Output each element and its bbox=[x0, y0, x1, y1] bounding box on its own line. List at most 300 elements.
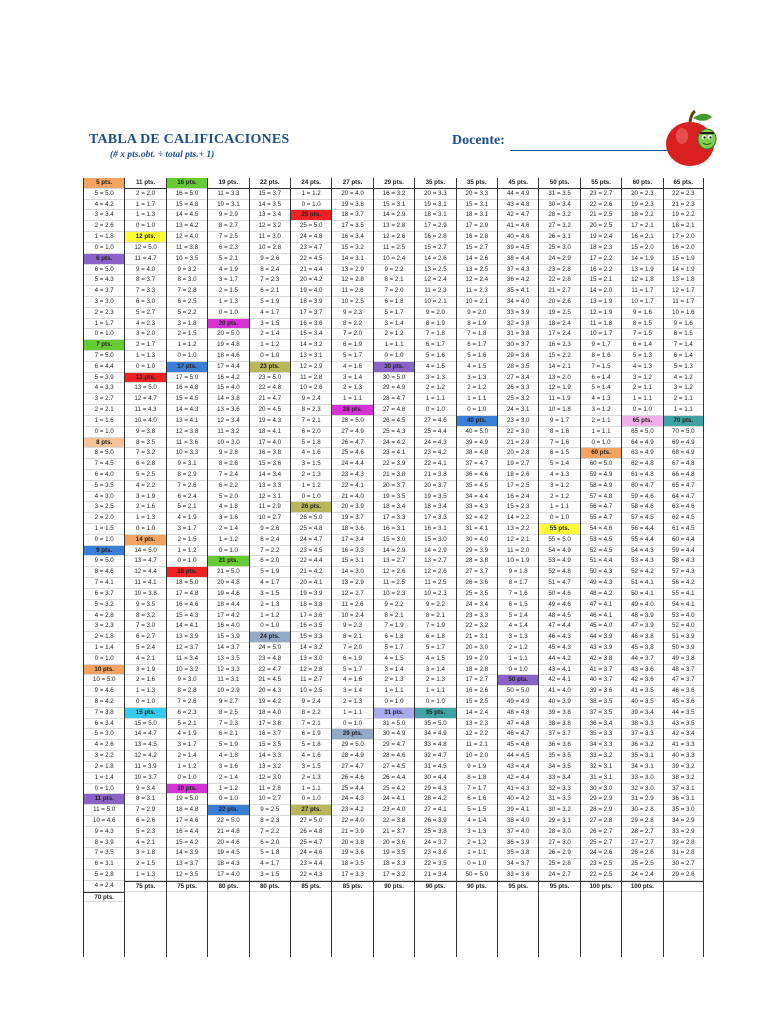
points-header-cell: 27 pts. bbox=[291, 805, 331, 816]
grade-cell: 5 = 1.4 bbox=[498, 611, 538, 622]
grade-cell: 14 = 2.4 bbox=[457, 708, 497, 719]
grade-cell: 14 = 2.9 bbox=[374, 210, 414, 221]
grade-cell: 17 = 4.6 bbox=[167, 816, 207, 827]
points-header-cell: 15 pts. bbox=[125, 708, 165, 719]
grade-cell: 17 = 4.0 bbox=[208, 870, 248, 881]
grade-cell: 4 = 2.8 bbox=[84, 611, 124, 622]
grade-cell: 19 = 2.3 bbox=[622, 200, 662, 211]
points-header-cell: 60 pts. bbox=[581, 448, 621, 459]
grade-cell: 1 = 1.1 bbox=[332, 394, 372, 405]
grade-cell: 8 = 2.4 bbox=[250, 265, 290, 276]
grade-cell: 14 = 2.2 bbox=[498, 513, 538, 524]
grade-cell: 11 = 2.8 bbox=[250, 784, 290, 795]
grade-cell: 30 = 3.2 bbox=[539, 805, 579, 816]
grade-cell: 27 = 4.1 bbox=[415, 805, 455, 816]
grade-cell: 0 = 1.0 bbox=[208, 794, 248, 805]
grade-cell: 45 = 3.8 bbox=[622, 643, 662, 654]
grade-cell: 33 = 3.6 bbox=[498, 870, 538, 881]
grade-cell: 3 = 2.2 bbox=[84, 751, 124, 762]
grade-cell: 6 = 1.7 bbox=[415, 340, 455, 351]
grade-cell: 28 = 4.2 bbox=[415, 794, 455, 805]
grade-cell: 6 = 2.3 bbox=[167, 708, 207, 719]
grade-cell: 11 = 1.7 bbox=[664, 297, 703, 308]
grade-cell: 8 = 3.2 bbox=[125, 611, 165, 622]
grade-cell: 13 = 3.0 bbox=[291, 654, 331, 665]
grade-cell: 2 = 2.0 bbox=[125, 189, 165, 200]
grade-cell: 8 = 1.5 bbox=[664, 329, 703, 340]
docente-name-line[interactable] bbox=[510, 150, 680, 151]
grade-cell: 33 = 3.4 bbox=[539, 773, 579, 784]
grade-cell: 4 = 1.6 bbox=[291, 448, 331, 459]
grade-cell: 0 = 1.0 bbox=[125, 697, 165, 708]
grade-cell: 25 = 3.2 bbox=[498, 394, 538, 405]
grade-cell: 0 = 1.0 bbox=[622, 405, 662, 416]
grade-cell: 3 = 1.3 bbox=[457, 373, 497, 384]
grade-cell: 18 = 4.1 bbox=[250, 427, 290, 438]
grade-cell: 33 = 4.8 bbox=[415, 740, 455, 751]
grade-cell: 7 = 1.5 bbox=[622, 329, 662, 340]
grade-cell: 27 = 4.6 bbox=[415, 416, 455, 427]
grade-cell: 2 = 1.2 bbox=[498, 643, 538, 654]
grade-cell: 8 = 3.1 bbox=[125, 794, 165, 805]
grade-cell: 10 = 2.4 bbox=[332, 611, 372, 622]
grade-cell: 4 = 3.0 bbox=[84, 492, 124, 503]
grade-cell: 23 = 4.8 bbox=[250, 654, 290, 665]
grade-cell: 12 = 2.8 bbox=[332, 275, 372, 286]
grade-cell: 30 = 3.0 bbox=[581, 784, 621, 795]
grade-cell: 5 = 1.7 bbox=[415, 643, 455, 654]
grade-cell: 18 = 2.1 bbox=[664, 221, 703, 232]
grade-cell: 0 = 1.0 bbox=[539, 513, 579, 524]
grade-cell: 6 = 2.2 bbox=[208, 481, 248, 492]
grade-cell: 17 = 3.8 bbox=[250, 719, 290, 730]
grade-cell: 5 = 2.5 bbox=[125, 470, 165, 481]
grade-cell: 5 = 1.6 bbox=[415, 351, 455, 362]
grade-cell: 1 = 1.2 bbox=[167, 762, 207, 773]
grade-cell: 9 = 1.7 bbox=[581, 340, 621, 351]
grade-cell: 16 = 3.3 bbox=[332, 546, 372, 557]
grade-cell: 10 = 1.7 bbox=[622, 297, 662, 308]
grade-cell: 14 = 3.0 bbox=[332, 567, 372, 578]
grade-cell: 12 = 4.4 bbox=[125, 567, 165, 578]
grade-cell: 53 = 4.5 bbox=[581, 535, 621, 546]
grade-cell: 24 = 5.0 bbox=[250, 643, 290, 654]
column-footer: 90 pts. bbox=[457, 881, 497, 892]
grade-cell: 18 = 2.2 bbox=[622, 210, 662, 221]
grade-cell: 20 = 4.3 bbox=[250, 686, 290, 697]
grade-cell: 2 = 1.3 bbox=[291, 773, 331, 784]
grade-cell: 1 = 1.2 bbox=[208, 535, 248, 546]
grade-cell: 7 = 2.6 bbox=[167, 481, 207, 492]
grade-cell: 9 = 3.0 bbox=[167, 675, 207, 686]
grade-cell: 14 = 4.1 bbox=[167, 621, 207, 632]
grade-cell: 50 = 4.6 bbox=[539, 589, 579, 600]
grade-cell: 13 = 2.9 bbox=[332, 265, 372, 276]
column-header: 55 pts. bbox=[581, 178, 621, 189]
grade-cell: 41 = 4.3 bbox=[498, 784, 538, 795]
grade-cell: 39 = 4.1 bbox=[498, 805, 538, 816]
grade-cell: 1 = 1.5 bbox=[84, 524, 124, 535]
grade-cell: 53 = 4.0 bbox=[664, 611, 703, 622]
grade-cell: 21 = 3.8 bbox=[374, 470, 414, 481]
grade-cell: 4 = 3.3 bbox=[84, 383, 124, 394]
grade-cell: 19 = 2.7 bbox=[498, 459, 538, 470]
grade-cell: 12 = 1.8 bbox=[622, 275, 662, 286]
grade-cell: 28 = 5.0 bbox=[332, 416, 372, 427]
grade-cell: 56 = 4.2 bbox=[664, 578, 703, 589]
grade-cell: 26 = 3.3 bbox=[498, 383, 538, 394]
grade-cell: 4 = 1.6 bbox=[332, 675, 372, 686]
grade-cell: 3 = 1.4 bbox=[332, 686, 372, 697]
points-header-cell: 22 pts. bbox=[208, 805, 248, 816]
grade-cell: 27 = 5.0 bbox=[291, 816, 331, 827]
grade-cell: 5 = 1.4 bbox=[539, 459, 579, 470]
grade-cell: 22 = 2.8 bbox=[539, 275, 579, 286]
grade-cell: 9 = 2.9 bbox=[208, 210, 248, 221]
grade-cell: 10 = 2.7 bbox=[250, 794, 290, 805]
grade-cell: 5 = 1.4 bbox=[581, 383, 621, 394]
column-header: 50 pts. bbox=[539, 178, 579, 189]
grade-cell: 2 = 1.7 bbox=[125, 340, 165, 351]
grade-cell: 9 = 2.8 bbox=[208, 448, 248, 459]
grade-cell: 6 = 3.1 bbox=[84, 859, 124, 870]
grade-cell: 7 = 4.5 bbox=[84, 459, 124, 470]
grade-cell: 19 = 3.7 bbox=[332, 513, 372, 524]
grade-cell: 26 = 4.4 bbox=[374, 773, 414, 784]
grade-cell: 1 = 1.1 bbox=[581, 427, 621, 438]
grade-cell: 22 = 3.2 bbox=[457, 621, 497, 632]
grade-cell: 25 = 4.2 bbox=[374, 784, 414, 795]
grade-cell: 28 = 3.0 bbox=[539, 827, 579, 838]
grade-cell: 18 = 3.4 bbox=[415, 502, 455, 513]
grade-cell: 6 = 2.4 bbox=[167, 492, 207, 503]
grade-cell: 12 = 3.5 bbox=[167, 870, 207, 881]
grade-cell: 0 = 1.0 bbox=[291, 492, 331, 503]
grade-cell: 19 = 4.2 bbox=[250, 697, 290, 708]
grade-column bbox=[249, 178, 290, 957]
grade-cell: 17 = 4.0 bbox=[250, 438, 290, 449]
grade-cell: 21 = 3.7 bbox=[374, 827, 414, 838]
grade-cell: 3 = 1.7 bbox=[167, 740, 207, 751]
grade-cell: 24 = 2.4 bbox=[622, 870, 662, 881]
grade-cell: 24 = 2.6 bbox=[581, 848, 621, 859]
grade-cell: 11 = 3.8 bbox=[167, 243, 207, 254]
grade-cell: 18 = 2.6 bbox=[498, 470, 538, 481]
grade-cell: 3 = 1.5 bbox=[250, 319, 290, 330]
grade-cell: 57 = 4.8 bbox=[581, 492, 621, 503]
grade-cell: 30 = 4.4 bbox=[415, 773, 455, 784]
grade-cell: 39 = 3.4 bbox=[622, 708, 662, 719]
points-header-cell: 17 pts. bbox=[167, 362, 207, 373]
grade-cell: 20 = 2.5 bbox=[581, 221, 621, 232]
grade-cell: 6 = 1.7 bbox=[457, 340, 497, 351]
grade-cell: 5 = 1.3 bbox=[622, 351, 662, 362]
grade-cell: 22 = 4.7 bbox=[250, 665, 290, 676]
grade-column bbox=[290, 178, 331, 957]
grade-cell: 2 = 1.4 bbox=[208, 524, 248, 535]
grade-cell: 5 = 1.8 bbox=[291, 740, 331, 751]
grade-cell: 16 = 2.6 bbox=[457, 686, 497, 697]
grade-cell: 47 = 4.8 bbox=[498, 719, 538, 730]
grade-cell: 8 = 2.2 bbox=[332, 319, 372, 330]
grade-cell: 58 = 4.9 bbox=[581, 481, 621, 492]
grade-cell: 19 = 2.9 bbox=[457, 654, 497, 665]
grade-column bbox=[580, 178, 621, 957]
grade-cell: 41 = 3.3 bbox=[664, 740, 703, 751]
grade-cell: 15 = 3.4 bbox=[291, 329, 331, 340]
grade-cell: 2 = 1.4 bbox=[167, 751, 207, 762]
grade-cell: 5 = 4.3 bbox=[84, 275, 124, 286]
grade-cell: 8 = 2.7 bbox=[208, 221, 248, 232]
grade-cell: 20 = 3.7 bbox=[415, 481, 455, 492]
grade-cell: 0 = 1.0 bbox=[84, 427, 124, 438]
points-header-cell: 21 pts. bbox=[208, 556, 248, 567]
grade-cell: 13 = 3.2 bbox=[250, 762, 290, 773]
grade-cell: 44 = 4.9 bbox=[498, 189, 538, 200]
grade-cell: 29 = 4.7 bbox=[374, 740, 414, 751]
grade-cell: 7 = 2.6 bbox=[167, 697, 207, 708]
grade-cell: 0 = 1.0 bbox=[208, 546, 248, 557]
grade-cell: 7 = 2.4 bbox=[208, 470, 248, 481]
grade-cell: 8 = 3.7 bbox=[125, 275, 165, 286]
grade-cell: 6 = 1.5 bbox=[539, 448, 579, 459]
grade-cell: 21 = 3.8 bbox=[415, 470, 455, 481]
grade-cell: 2 = 2.3 bbox=[84, 308, 124, 319]
grade-cell: 9 = 3.5 bbox=[125, 600, 165, 611]
grade-cell: 6 = 1.6 bbox=[457, 794, 497, 805]
grade-cell: 17 = 5.0 bbox=[167, 373, 207, 384]
grade-cell: 29 = 4.3 bbox=[415, 784, 455, 795]
grade-cell: 16 = 2.0 bbox=[664, 243, 703, 254]
grade-cell: 32 = 3.8 bbox=[498, 319, 538, 330]
grade-cell: 34 = 3.1 bbox=[622, 762, 662, 773]
grade-cell: 54 = 4.6 bbox=[581, 524, 621, 535]
grade-cell: 57 = 4.5 bbox=[622, 513, 662, 524]
grade-cell: 29 = 2.8 bbox=[622, 816, 662, 827]
grade-cell: 47 = 4.4 bbox=[539, 621, 579, 632]
grade-cell: 1 = 1.1 bbox=[291, 784, 331, 795]
grade-cell: 40 = 4.6 bbox=[498, 232, 538, 243]
column-footer: 95 pts. bbox=[539, 881, 579, 892]
grade-cell: 11 = 2.5 bbox=[374, 578, 414, 589]
grade-cell: 3 = 1.5 bbox=[291, 459, 331, 470]
points-header-cell: 65 pts. bbox=[622, 416, 662, 427]
apple-worm-icon bbox=[660, 108, 722, 170]
grade-cell: 35 = 3.0 bbox=[664, 805, 703, 816]
grade-cell: 6 = 1.4 bbox=[581, 373, 621, 384]
grade-cell: 55 = 4.1 bbox=[664, 589, 703, 600]
grade-cell: 14 = 1.9 bbox=[664, 265, 703, 276]
grade-cell: 1 = 1.3 bbox=[125, 686, 165, 697]
grade-cell: 8 = 1.8 bbox=[457, 773, 497, 784]
grade-cell: 14 = 4.3 bbox=[167, 405, 207, 416]
grade-cell: 3 = 1.4 bbox=[415, 665, 455, 676]
grade-cell: 20 = 3.7 bbox=[374, 481, 414, 492]
grade-cell: 21 = 4.7 bbox=[250, 394, 290, 405]
grade-cell: 31 = 3.5 bbox=[539, 189, 579, 200]
grade-cell: 12 = 4.2 bbox=[125, 751, 165, 762]
grade-cell: 43 = 3.5 bbox=[664, 719, 703, 730]
grade-cell: 23 = 2.5 bbox=[581, 859, 621, 870]
grade-cell: 8 = 1.5 bbox=[622, 319, 662, 330]
grade-cell: 9 = 2.4 bbox=[291, 394, 331, 405]
grade-cell: 70 = 5.0 bbox=[664, 427, 703, 438]
grade-cell: 21 = 2.3 bbox=[664, 200, 703, 211]
grade-cell: 59 = 4.9 bbox=[581, 470, 621, 481]
grade-cell: 19 = 4.3 bbox=[250, 416, 290, 427]
grade-cell: 11 = 3.6 bbox=[167, 438, 207, 449]
grade-cell: 9 = 2.3 bbox=[332, 308, 372, 319]
grade-cell: 8 = 2.2 bbox=[291, 708, 331, 719]
grade-cell: 0 = 1.0 bbox=[291, 794, 331, 805]
grade-cell: 18 = 3.9 bbox=[291, 297, 331, 308]
grade-cell: 8 = 3.9 bbox=[84, 838, 124, 849]
grade-cell: 16 = 2.3 bbox=[539, 340, 579, 351]
column-header: 11 pts. bbox=[125, 178, 165, 189]
grade-cell: 52 = 4.5 bbox=[581, 546, 621, 557]
grade-cell: 37 = 3.7 bbox=[539, 729, 579, 740]
grade-cell: 5 = 2.1 bbox=[167, 719, 207, 730]
grade-cell: 7 = 1.9 bbox=[374, 621, 414, 632]
grade-cell: 4 = 1.8 bbox=[208, 502, 248, 513]
grade-cell: 12 = 2.4 bbox=[457, 275, 497, 286]
grade-cell: 3 = 1.5 bbox=[250, 589, 290, 600]
grade-cell: 11 = 2.3 bbox=[415, 286, 455, 297]
grade-cell: 4 = 1.7 bbox=[250, 859, 290, 870]
grade-cell: 17 = 3.4 bbox=[332, 535, 372, 546]
grade-cell: 13 = 3.7 bbox=[167, 859, 207, 870]
grade-cell: 9 = 3.2 bbox=[167, 265, 207, 276]
grade-cell: 15 = 3.1 bbox=[374, 200, 414, 211]
grade-cell: 30 = 2.8 bbox=[622, 805, 662, 816]
grade-cell: 24 = 4.3 bbox=[415, 438, 455, 449]
grade-cell: 15 = 4.2 bbox=[167, 838, 207, 849]
grade-cell: 10 = 3.7 bbox=[125, 773, 165, 784]
grade-cell: 37 = 4.3 bbox=[498, 265, 538, 276]
grade-cell: 12 = 2.6 bbox=[415, 567, 455, 578]
grade-cell: 13 = 2.0 bbox=[539, 373, 579, 384]
grade-cell: 16 = 5.0 bbox=[167, 189, 207, 200]
grade-cell: 4 = 2.6 bbox=[84, 740, 124, 751]
grade-cell: 34 = 4.4 bbox=[457, 492, 497, 503]
grade-cell: 6 = 1.5 bbox=[498, 600, 538, 611]
grade-cell: 40 = 4.2 bbox=[498, 794, 538, 805]
grade-cell: 35 = 3.5 bbox=[539, 751, 579, 762]
grade-cell: 7 = 1.6 bbox=[539, 438, 579, 449]
grade-cell: 11 = 1.9 bbox=[539, 394, 579, 405]
grade-cell: 33 = 3.2 bbox=[581, 751, 621, 762]
grade-cell: 64 = 4.7 bbox=[664, 492, 703, 503]
grade-cell: 7 = 1.8 bbox=[457, 329, 497, 340]
grade-cell: 11 = 4.3 bbox=[125, 405, 165, 416]
grade-cell: 2 = 1.5 bbox=[125, 859, 165, 870]
grade-cell: 39 = 3.2 bbox=[664, 762, 703, 773]
grade-cell: 22 = 3.0 bbox=[498, 427, 538, 438]
grade-cell: 17 = 2.4 bbox=[539, 329, 579, 340]
grade-cell: 35 = 3.8 bbox=[498, 848, 538, 859]
grade-cell: 59 = 4.4 bbox=[664, 546, 703, 557]
grade-cell: 13 = 5.0 bbox=[125, 383, 165, 394]
grade-cell: 0 = 1.0 bbox=[457, 859, 497, 870]
grade-cell: 0 = 1.0 bbox=[84, 784, 124, 795]
grade-cell: 37 = 3.5 bbox=[581, 708, 621, 719]
grade-cell: 58 = 4.6 bbox=[622, 502, 662, 513]
grade-cell: 6 = 1.4 bbox=[664, 351, 703, 362]
grade-cell: 6 = 4.4 bbox=[84, 362, 124, 373]
grade-cell: 6 = 1.8 bbox=[415, 632, 455, 643]
grade-cell: 18 = 3.7 bbox=[332, 210, 372, 221]
grade-cell: 31 = 4.5 bbox=[415, 762, 455, 773]
grade-cell: 3 = 1.4 bbox=[332, 373, 372, 384]
points-header-cell: 18 pts. bbox=[167, 567, 207, 578]
grade-cell: 42 = 3.8 bbox=[581, 654, 621, 665]
grade-cell: 20 = 4.2 bbox=[291, 275, 331, 286]
grade-cell: 19 = 2.5 bbox=[539, 308, 579, 319]
grade-cell: 3 = 1.2 bbox=[539, 481, 579, 492]
grade-cell: 41 = 3.7 bbox=[581, 665, 621, 676]
grade-cell: 11 = 2.0 bbox=[498, 546, 538, 557]
grade-cell: 14 = 3.4 bbox=[250, 470, 290, 481]
grade-cell: 10 = 2.8 bbox=[250, 243, 290, 254]
grade-cell: 11 = 2.8 bbox=[291, 373, 331, 384]
grade-cell: 27 = 3.0 bbox=[539, 838, 579, 849]
grade-cell: 0 = 1.0 bbox=[84, 535, 124, 546]
grade-cell: 4 = 1.8 bbox=[208, 751, 248, 762]
grade-cell: 15 = 4.5 bbox=[167, 394, 207, 405]
grade-column bbox=[331, 178, 372, 957]
grade-cell: 22 = 4.1 bbox=[415, 459, 455, 470]
grade-cell: 17 = 3.3 bbox=[415, 513, 455, 524]
grade-cell: 13 = 4.5 bbox=[125, 740, 165, 751]
grade-cell: 27 = 4.9 bbox=[332, 427, 372, 438]
grade-cell: 27 = 2.7 bbox=[622, 838, 662, 849]
grade-cell: 23 = 3.3 bbox=[457, 611, 497, 622]
grade-cell: 21 = 2.9 bbox=[498, 438, 538, 449]
grade-cell: 0 = 1.0 bbox=[374, 697, 414, 708]
grade-cell: 25 = 4.8 bbox=[291, 524, 331, 535]
grade-cell: 59 = 4.6 bbox=[622, 492, 662, 503]
grade-cell: 0 = 1.0 bbox=[291, 200, 331, 211]
grade-cell: 12 = 3.8 bbox=[167, 427, 207, 438]
grade-cell: 8 = 5.0 bbox=[84, 448, 124, 459]
points-header-cell: 12 pts. bbox=[125, 232, 165, 243]
grade-cell: 1 = 1.1 bbox=[664, 405, 703, 416]
grade-cell: 16 = 2.8 bbox=[415, 232, 455, 243]
grade-cell: 36 = 3.4 bbox=[581, 719, 621, 730]
grade-cell: 26 = 2.9 bbox=[539, 848, 579, 859]
grade-cell: 17 = 3.7 bbox=[291, 308, 331, 319]
grade-cell: 12 = 2.2 bbox=[457, 729, 497, 740]
grade-cell: 38 = 3.3 bbox=[622, 719, 662, 730]
grade-cell: 14 = 2.6 bbox=[415, 254, 455, 265]
grade-cell: 6 = 2.8 bbox=[125, 459, 165, 470]
grade-cell: 17 = 4.2 bbox=[208, 611, 248, 622]
grade-cell: 36 = 4.6 bbox=[457, 470, 497, 481]
grade-cell: 1 = 1.2 bbox=[291, 189, 331, 200]
grade-cell: 18 = 4.6 bbox=[208, 351, 248, 362]
column-header: 60 pts. bbox=[622, 178, 662, 189]
grade-cell: 47 = 3.7 bbox=[664, 675, 703, 686]
grade-cell: 45 = 3.6 bbox=[664, 697, 703, 708]
grade-cell: 49 = 3.8 bbox=[664, 654, 703, 665]
grade-cell: 19 = 3.9 bbox=[291, 589, 331, 600]
grade-cell: 1 = 1.3 bbox=[125, 210, 165, 221]
grade-cell: 0 = 1.0 bbox=[415, 405, 455, 416]
grade-cell: 33 = 3.0 bbox=[622, 773, 662, 784]
grade-cell: 9 = 1.8 bbox=[498, 567, 538, 578]
grade-cell: 7 = 3.5 bbox=[84, 848, 124, 859]
grade-cell: 9 = 5.0 bbox=[84, 556, 124, 567]
